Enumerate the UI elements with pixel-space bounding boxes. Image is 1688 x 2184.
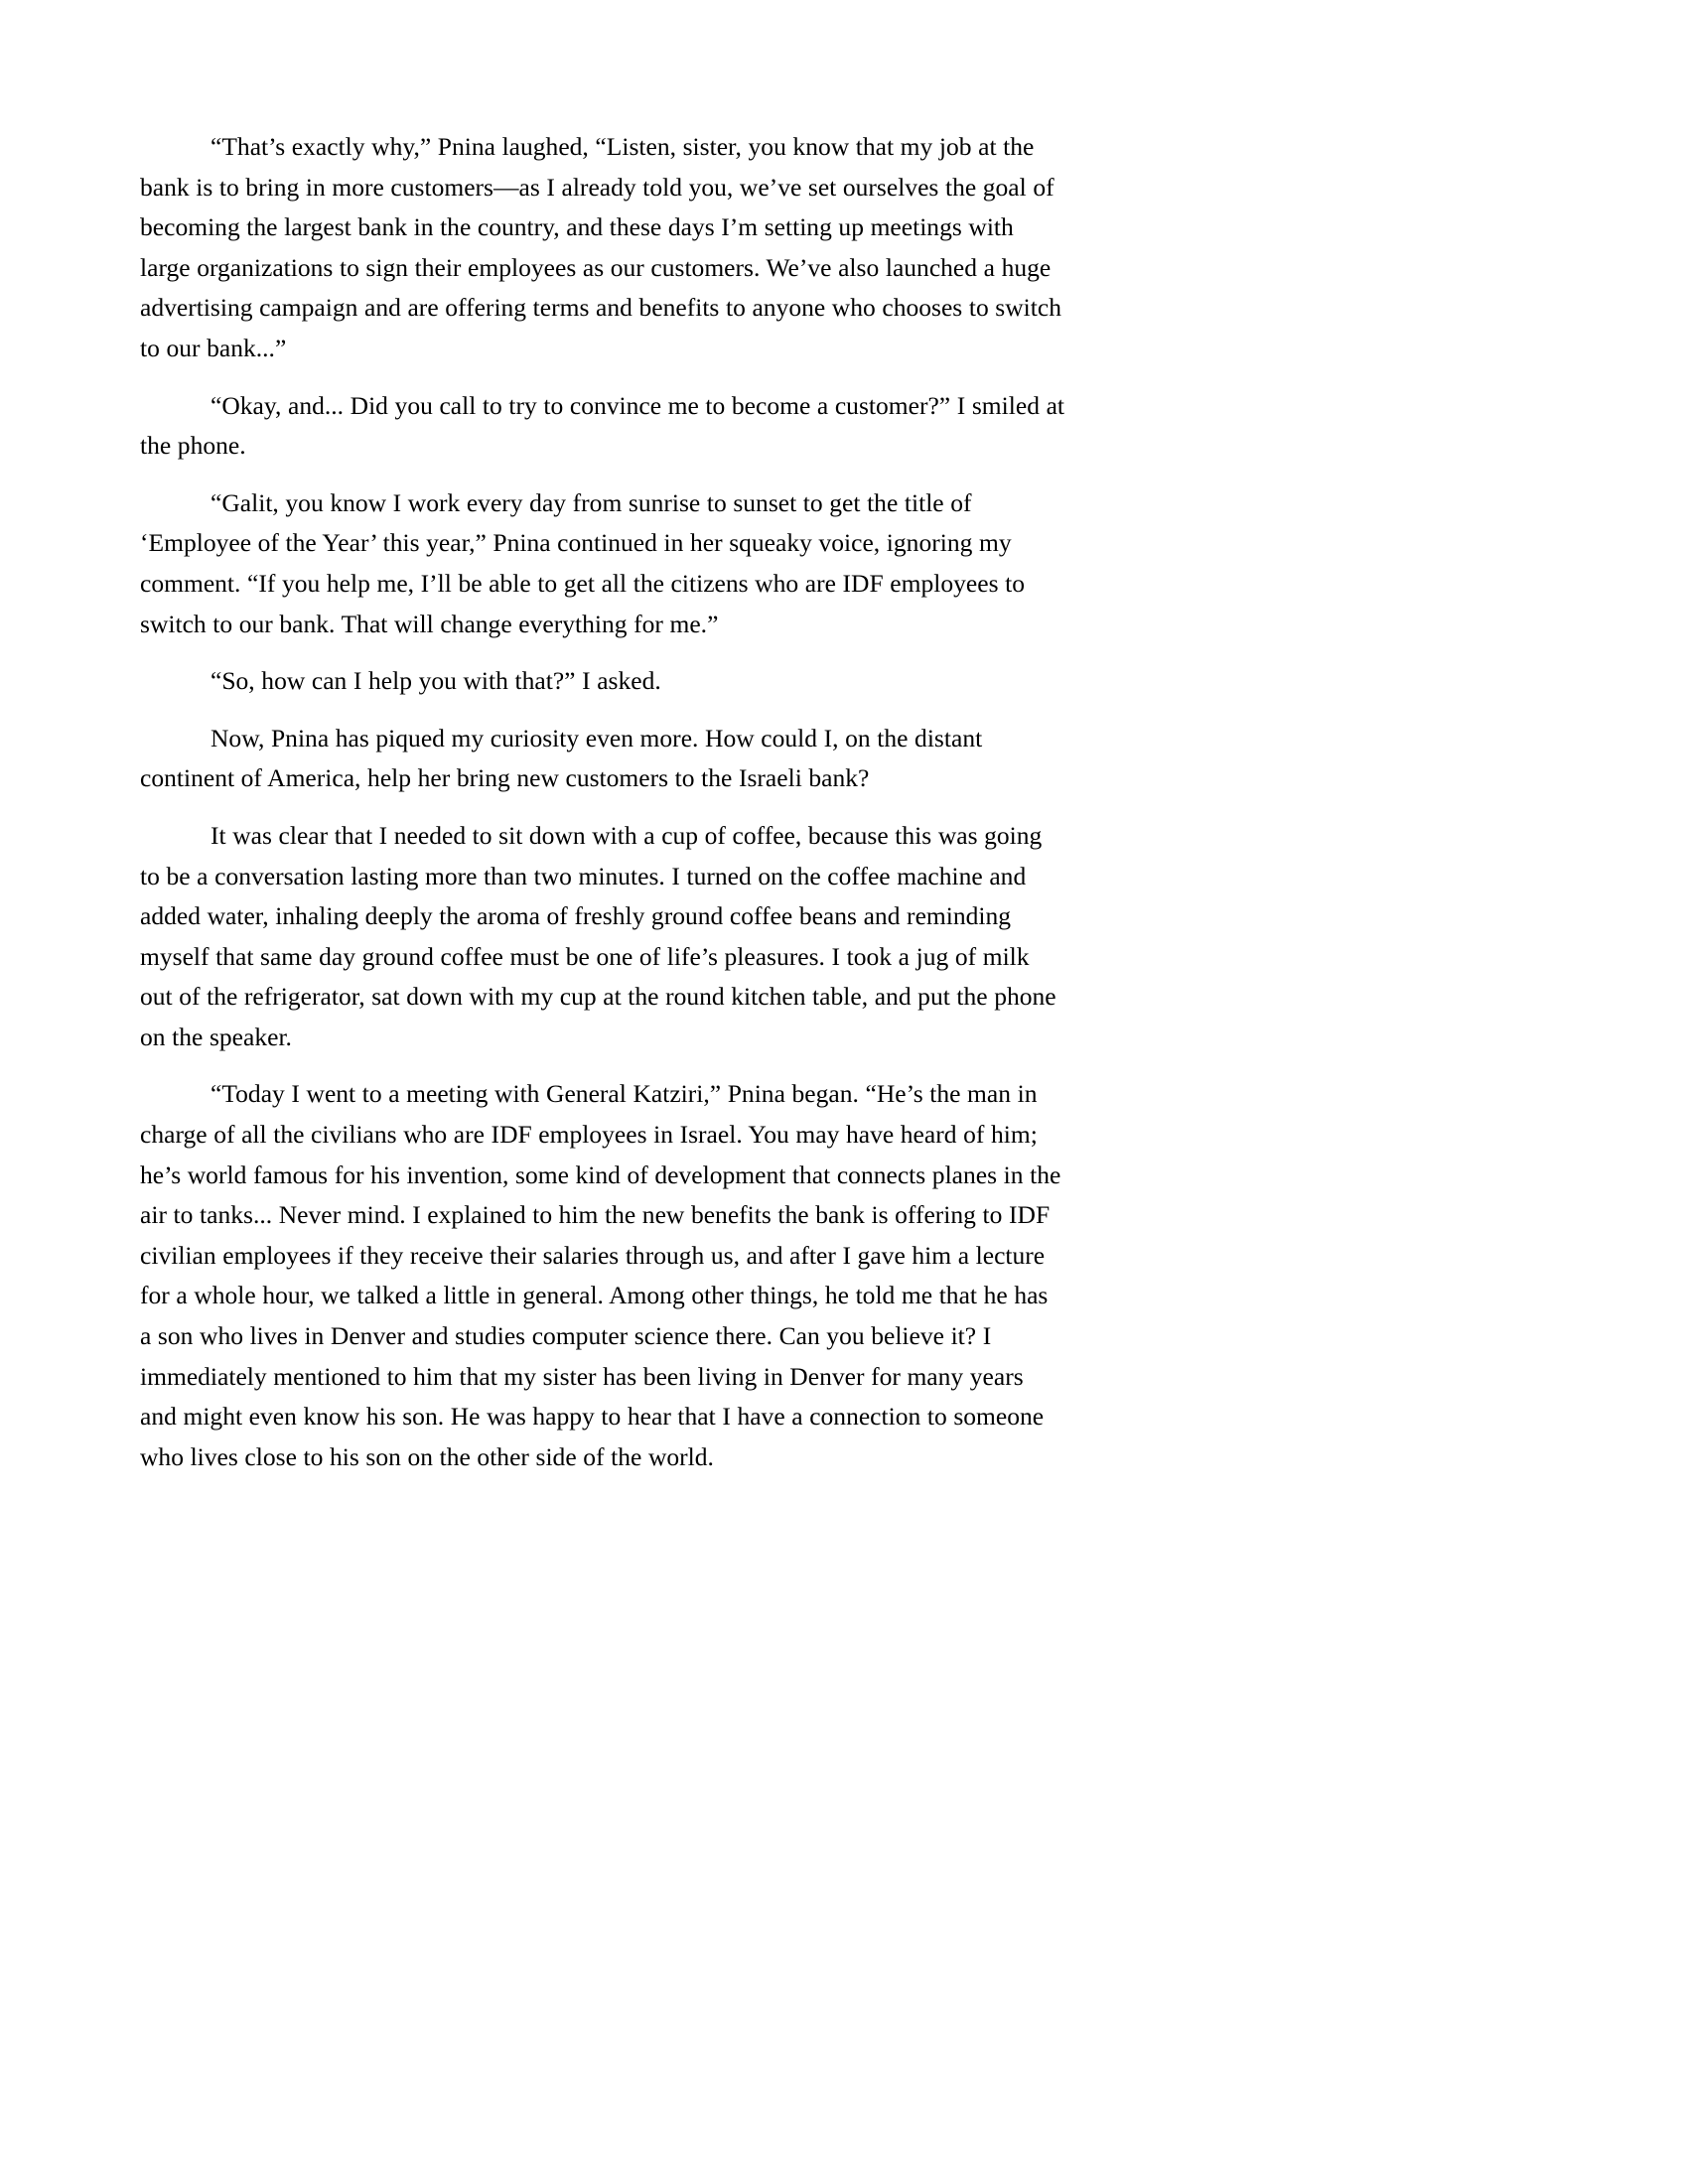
paragraph: It was clear that I needed to sit down with a cup of coffee, because this was going to be a conversation lasting more than two minutes. I turned on the coffee machine and added water, inhaling deeply the aroma of freshly ground coffee beans and reminding myself that same day ground coffee must be one of life’s pleasures. I took a jug of milk out of the refrigerator, sat down with my cup at the round kitchen table, and put the phone on the speaker.	[140, 820, 1056, 1051]
paragraph: Now, Pnina has piqued my curiosity even more. How could I, on the distant continent of America, help her bring new customers to the Israeli bank?	[140, 723, 983, 793]
paragraph: “Galit, you know I work every day from sunrise to sunset to get the title of ‘Employee of the Year’ this year,” Pnina continued in her squeaky voice, ignoring my comment. “If you help me, I’ll be able to get all the citizens who are IDF employees to switch to our bank. That will change everything for me.”	[140, 487, 1025, 638]
paragraph: “That’s exactly why,” Pnina laughed, “Listen, sister, you know that my job at the bank is to bring in more customers—as I already told you, we’ve set ourselves the goal of becoming the largest bank in the country, and these days I’m setting up meetings with large organizations to sign their employees as our customers. We’ve also launched a huge advertising campaign and are offering terms and benefits to anyone who chooses to switch to our bank...”	[140, 132, 1061, 362]
paragraph: “Okay, and... Did you call to try to convince me to become a customer?” I smiled at the phone.	[140, 390, 1065, 461]
paragraph: “Today I went to a meeting with General Katziri,” Pnina began. “He’s the man in charge of all the civilians who are IDF employees in Israel. You may have heard of him; he’s world famous for his invention, some kind of development that connects planes in the air to tanks... Never mind. I explained to him the new benefits the bank is offering to IDF civilian employees if they receive their salaries through us, and after I gave him a lecture for a whole hour, we talked a little in general. Among other things, he told me that he has a son who lives in Denver and studies computer science there. Can you believe it? I immediately mentioned to him that my sister has been living in Denver for many years and might even know his son. He was happy to hear that I have a connection to someone who lives close to his son on the other side of the world.	[140, 1079, 1061, 1471]
document-text-body	[140, 127, 1064, 1477]
paragraph: “So, how can I help you with that?” I asked.	[211, 666, 661, 696]
